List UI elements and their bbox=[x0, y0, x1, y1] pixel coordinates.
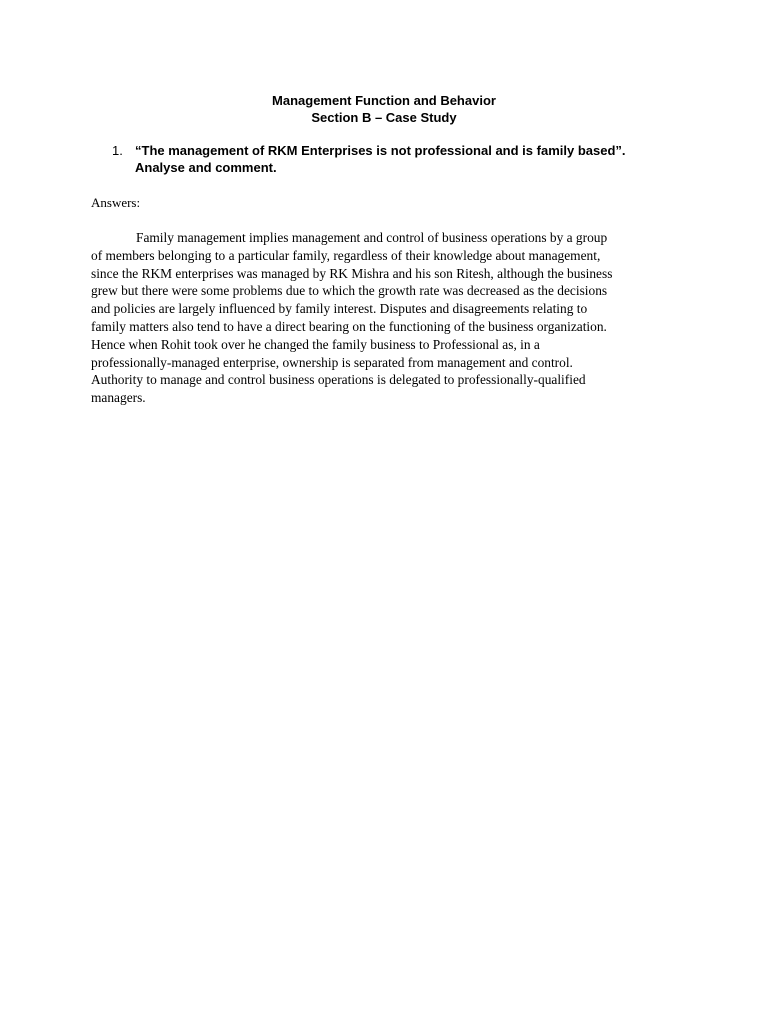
answer-line: Authority to manage and control business operations is delegated to professionally-qualified bbox=[91, 372, 586, 388]
title-block bbox=[0, 92, 768, 126]
question-item bbox=[112, 142, 682, 176]
answer-line: Family management implies management and control of business operations by a group bbox=[136, 230, 608, 245]
answer-line: professionally-managed enterprise, ownership is separated from management and control. bbox=[91, 354, 573, 370]
answer-paragraph bbox=[91, 229, 681, 407]
answer-line: grew but there were some problems due to which the growth rate was decreased as the decisions bbox=[91, 283, 608, 299]
answer-line: and policies are largely influenced by family interest. Disputes and disagreements relating to bbox=[91, 301, 588, 317]
question-number: 1. bbox=[112, 143, 123, 158]
answers-label: Answers: bbox=[91, 195, 141, 210]
answer-line: family matters also tend to have a direct bearing on the functioning of the business organization. bbox=[91, 318, 607, 334]
section-heading: Section B – Case Study bbox=[311, 110, 457, 125]
question-line-2: Analyse and comment. bbox=[135, 160, 277, 175]
answer-line: since the RKM enterprises was managed by RK Mishra and his son Ritesh, although the business bbox=[91, 265, 613, 281]
answer-line: managers. bbox=[91, 390, 146, 406]
answer-line: of members belonging to a particular family, regardless of their knowledge about management, bbox=[91, 247, 601, 263]
answer-line: Hence when Rohit took over he changed the family business to Professional as, in a bbox=[91, 336, 540, 352]
question-line-1: “The management of RKM Enterprises is not professional and is family based”. bbox=[135, 143, 626, 158]
document-title: Management Function and Behavior bbox=[272, 93, 496, 108]
